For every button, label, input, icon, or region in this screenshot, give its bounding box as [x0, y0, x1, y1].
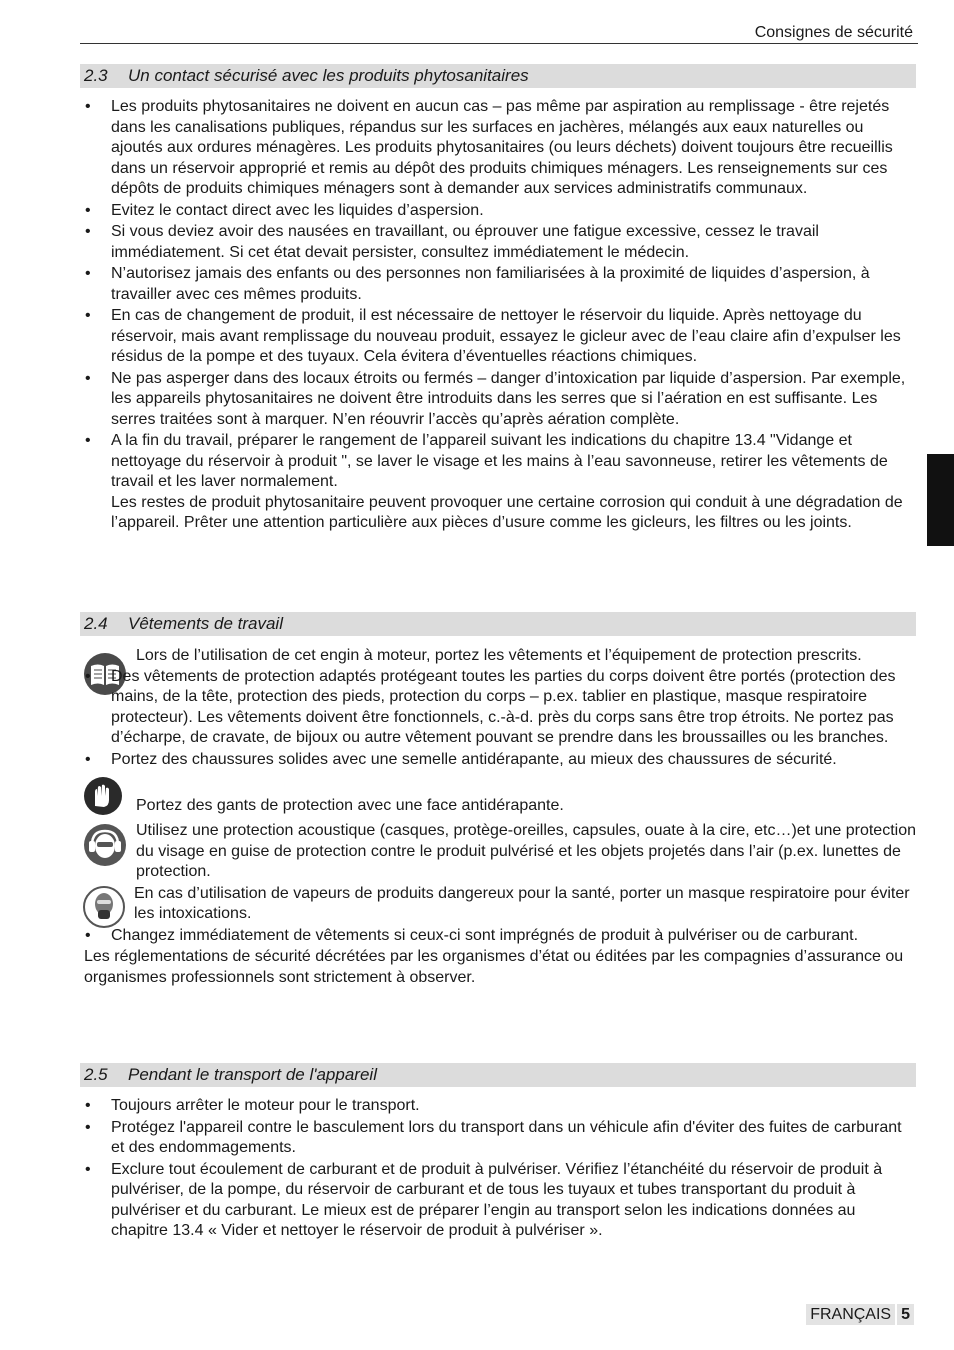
section-title: Vêtements de travail	[128, 614, 283, 633]
ear-protection-icon	[82, 823, 128, 867]
mask-note	[80, 884, 916, 925]
section-2-4	[80, 612, 916, 988]
section-heading	[80, 1063, 916, 1087]
list-item: • Les produits phytosanitaires ne doivent en aucun cas – pas même par aspiration au remplissage - être rejetés dans les canalisations publiques, répandus sur les surfaces en jachères, mélangés aux eaux naturelles ou ajoutés aux ordures ménagères. Les produits phytosanitaires (ou leurs déchets) doivent toujours être recueillis dans un réservoir approprié et remis au dépôt des produits chimiques ménagers. Les renseignements sur ces dépôts de produits chimiques ménagers sont à demander aux services administratifs communaux.	[80, 97, 916, 200]
section-heading	[80, 612, 916, 636]
page-number: 5	[897, 1304, 914, 1325]
bullet-list	[80, 97, 916, 534]
list-item-text: A la fin du travail, préparer le rangement de l’appareil suivant les indications du chapitre 13.4 "Vidange et nettoyage du réservoir à produit ", se laver le visage et les mains à l’eau savonneuse, retirer les vêtements de travail et les laver normalement.	[111, 432, 888, 490]
header-rule	[80, 43, 918, 44]
ear-protection-note-text: Utilisez une protection acoustique (casques, protège-oreilles, capsules, ouate à la cire, etc…)et une protection du visage en guise de protection contre le produit pulvérisé et les objets projetés dans l’air (p.ex. lunettes de protection.	[136, 822, 916, 880]
ear-protection-note	[80, 821, 916, 883]
list-item: • Changez immédiatement de vêtements si ceux-ci sont imprégnés de produit à pulvériser ou de carburant.	[80, 926, 916, 947]
section-title: Pendant le transport de l'appareil	[128, 1065, 377, 1084]
list-item: • Exclure tout écoulement de carburant et de produit à pulvériser. Vérifiez l’étanchéité du réservoir de produit à pulvériser, de la pompe, du réservoir de carburant et de tous les tuyaux et tubes transportant du produit à pulvériser et du carburant. Le mieux est de préparer l’engin au transport selon les indications données au chapitre 13.4 « Vider et nettoyer le réservoir de produit à pulvériser ».	[80, 1160, 916, 1242]
section-heading	[80, 64, 916, 88]
side-tab-marker	[927, 454, 954, 546]
section-title: Un contact sécurisé avec les produits phytosanitaires	[128, 66, 529, 85]
list-item-continuation: Les restes de produit phytosanitaire peuvent provoquer une certaine corrosion qui conduit à une dégradation de l’appareil. Prêter une attention particulière aux pièces d’usure comme les gicleurs, les filtres ou les joints.	[111, 493, 903, 531]
manual-note-text: Lors de l’utilisation de cet engin à moteur, portez les vêtements et l’équipement de protection prescrits.	[136, 647, 862, 664]
mask-note-text: En cas d’utilisation de vapeurs de produits dangereux pour la santé, porter un masque respiratoire pour éviter les intoxications.	[134, 884, 910, 922]
header-title: Consignes de sécurité	[754, 24, 913, 41]
list-item: • N’autorisez jamais des enfants ou des personnes non familiarisées à la proximité de liquides d’aspersion, à travailler avec ces mêmes produits.	[80, 264, 916, 305]
section-number: 2.4	[84, 614, 108, 633]
list-item: • Portez des chaussures solides avec une semelle antidérapante, au mieux des chaussures de sécurité.	[80, 750, 916, 771]
list-item: • Ne pas asperger dans des locaux étroits ou fermés – danger d’intoxication par liquide d’aspersion. Par exemple, les appareils phytosanitaires ne doivent être introduits dans les serres que si l’aération en est suffisante. Les serres traitées sont à marquer. N’en réouvrir l’accès qu’après aération complète.	[80, 369, 916, 431]
list-item: • Toujours arrêter le moteur pour le transport.	[80, 1096, 916, 1117]
bullet-list	[80, 926, 916, 947]
footer-language: FRANÇAIS	[806, 1304, 895, 1325]
section-number: 2.5	[84, 1065, 108, 1084]
gloves-note-text: Portez des gants de protection avec une face antidérapante.	[136, 797, 564, 814]
bullet-list	[80, 1096, 916, 1242]
gloves-icon	[82, 776, 124, 816]
list-item: • Des vêtements de protection adaptés protégeant toutes les parties du corps doivent être portés (protection des mains, de la tête, protection des pieds, protection du corps – p.ex. tablier en plastique, masque respiratoire protecteur). Les vêtements doivent être fonctionnels, c.-à-d. près du corps sans être trop étroits. Ne portez pas d’écharpe, de cravate, de bijoux ou autre vêtement pouvant se prendre dans les broussailles ou les branches.	[80, 667, 916, 749]
list-item: • En cas de changement de produit, il est nécessaire de nettoyer le réservoir du liquide. Après nettoyage du réservoir, mais avant remplissage du nouveau produit, essayez le gicleur avec de l’eau claire afin d’expulser les résidus de la pompe et des tuyaux. Cela évitera d’éventuelles réactions chimiques.	[80, 306, 916, 368]
list-item: • Protégez l'appareil contre le basculement lors du transport dans un véhicule afin d'éviter des fuites de carburant et des endommagements.	[80, 1118, 916, 1159]
gloves-note	[80, 776, 916, 818]
section-2-3	[80, 64, 916, 534]
section-number: 2.3	[84, 66, 108, 85]
closing-paragraph: Les réglementations de sécurité décrétées par les organismes d’état ou éditées par les compagnies d’assurance ou organismes professionnels sont strictement à observer.	[84, 948, 904, 986]
manual-note	[80, 646, 916, 667]
list-item	[80, 431, 916, 534]
section-2-5	[80, 1063, 916, 1242]
bullet-list	[80, 667, 916, 771]
list-item: • Evitez le contact direct avec les liquides d’aspersion.	[80, 201, 916, 222]
page-footer	[806, 1306, 914, 1324]
respirator-mask-icon	[82, 886, 126, 928]
list-item: • Si vous deviez avoir des nausées en travaillant, ou éprouver une fatigue excessive, cessez le travail immédiatement. Si cet état devait persister, consultez immédiatement le médecin.	[80, 222, 916, 263]
